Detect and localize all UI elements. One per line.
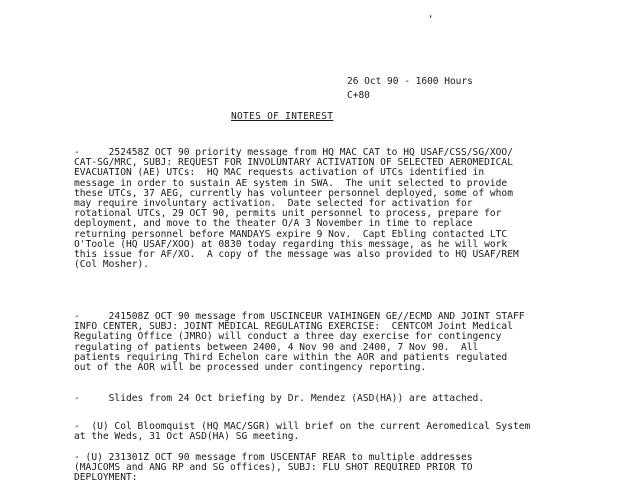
text-line: rotational UTCs, 29 OCT 90, permits unit personnel to process, prepare for xyxy=(74,208,502,220)
header-date-line: 26 Oct 90 - 1600 Hours xyxy=(347,76,473,87)
text-line: may require involuntary activation. Date selected for activation for xyxy=(74,198,473,210)
text-line: CAT-SG/MRC, SUBJ: REQUEST FOR INVOLUNTARY ACTIVATION OF SELECTED AEROMEDICAL xyxy=(74,157,513,169)
paragraph-flu-shot xyxy=(74,453,594,484)
page-title: NOTES OF INTEREST xyxy=(231,111,334,122)
document-header xyxy=(347,75,473,103)
text-line: at the Weds, 31 Oct ASD(HA) SG meeting. xyxy=(74,431,300,443)
text-line: returning personnel before MANDAYS expire 9 Nov. Capt Ebling contacted LTC xyxy=(74,228,508,240)
stray-mark: ‚ xyxy=(428,10,434,20)
text-line: O'Toole (HQ USAF/XOO) at 0830 today regarding this message, as he will work xyxy=(74,238,508,250)
text-line: deployment, and move to the theater O/A 3 November in time to replace xyxy=(74,218,473,230)
text-line: - Slides from 24 Oct briefing by Dr. Mendez (ASD(HA)) are attached. xyxy=(74,393,485,404)
paragraph-sgr-brief xyxy=(74,422,594,442)
text-line: these UTCs, 37 AEG, currently has volunteer personnel deployed, some of whom xyxy=(74,187,513,199)
text-line: (MAJCOMS and ANG RP and SG offices), SUBJ: FLU SHOT REQUIRED PRIOR TO xyxy=(74,462,473,474)
header-c-day: C+80 xyxy=(347,90,370,101)
text-line: DEPLOYMENT: xyxy=(74,472,138,484)
text-line: INFO CENTER, SUBJ: JOINT MEDICAL REGULATING EXERCISE: CENTCOM Joint Medical xyxy=(74,321,513,333)
text-line: patients requiring Third Echelon care within the AOR and patients regulated xyxy=(74,351,508,363)
text-line: out of the AOR will be processed under contingency reporting. xyxy=(74,362,427,374)
text-line: (Col Mosher). xyxy=(74,259,150,271)
text-line: - (U) 231301Z OCT 90 message from USCENTAF REAR to multiple addresses xyxy=(74,452,473,463)
text-line: message in order to sustain AE system in SWA. The unit selected to provide xyxy=(74,177,508,189)
text-line: regulating of patients between 2400, 4 Nov 90 and 2400, 7 Nov 90. All xyxy=(74,341,479,353)
paragraph-aeromedical-activation xyxy=(74,148,594,270)
text-line: - 252458Z OCT 90 priority message from HQ MAC CAT to HQ USAF/CSS/SG/XOO/ xyxy=(74,147,513,158)
text-line: this issue for AF/XO. A copy of the message was also provided to HQ USAF/REM xyxy=(74,249,519,261)
paragraph-medical-regulating-exercise xyxy=(74,312,594,373)
text-line: Regulating Office (JMRO) will conduct a three day exercise for contingency xyxy=(74,331,502,343)
text-line: - 241508Z OCT 90 message from USCINCEUR VAIHINGEN GE//ECMD AND JOINT STAFF xyxy=(74,311,525,322)
paragraph-briefing-slides xyxy=(74,394,594,404)
text-line: - (U) Col Bloomquist (HQ MAC/SGR) will brief on the current Aeromedical System xyxy=(74,421,531,432)
text-line: EVACUATION (AE) UTCs: HQ MAC requests activation of UTCs identified in xyxy=(74,167,485,179)
